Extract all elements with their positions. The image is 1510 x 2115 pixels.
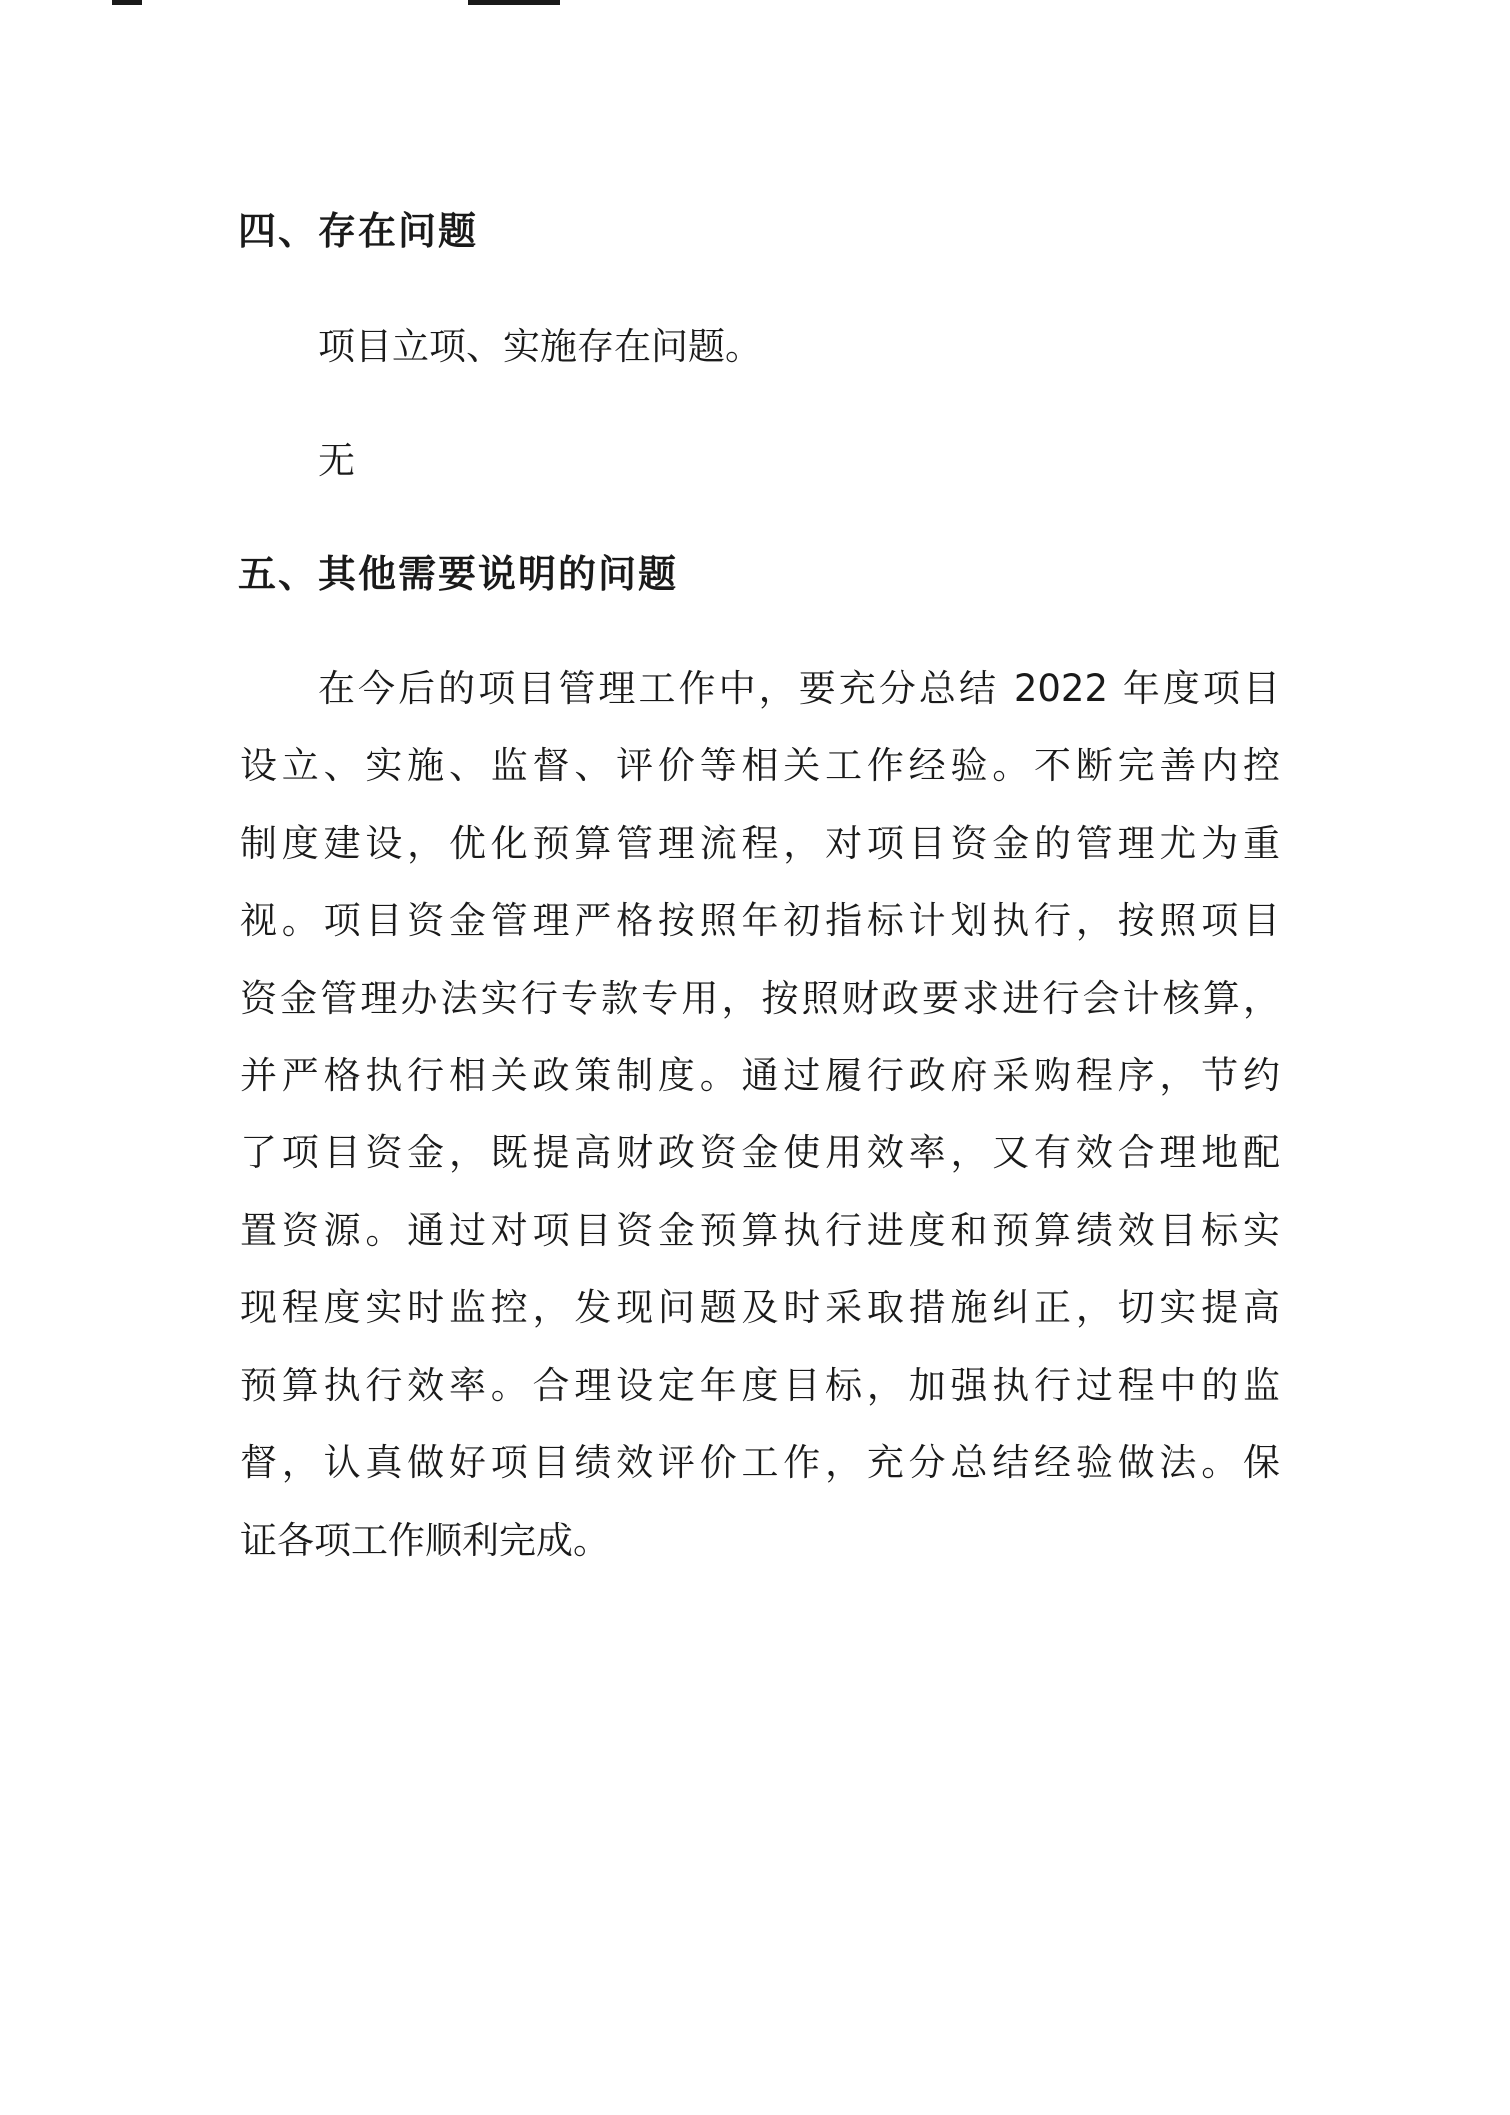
section-5-line: 在今后的项目管理工作中，要充分总结 2022 年度项目: [318, 667, 1280, 710]
section-5-line: 资金管理办法实行专款专用，按照财政要求进行会计核算，: [240, 977, 1280, 1020]
section-5-heading: 五、其他需要说明的问题: [238, 552, 679, 596]
section-4-answer: 无: [318, 439, 355, 482]
section-5-line: 设立、实施、监督、评价等相关工作经验。不断完善内控: [240, 744, 1280, 787]
section-5-line: 督，认真做好项目绩效评价工作，充分总结经验做法。保: [240, 1441, 1280, 1484]
section-5-line: 证各项工作顺利完成。: [240, 1519, 610, 1562]
section-5-line: 了项目资金，既提高财政资金使用效率，又有效合理地配: [240, 1131, 1280, 1174]
section-5-line: 预算执行效率。合理设定年度目标，加强执行过程中的监: [240, 1364, 1280, 1407]
section-5-line: 制度建设，优化预算管理流程，对项目资金的管理尤为重: [240, 822, 1280, 865]
section-5-line: 置资源。通过对项目资金预算执行进度和预算绩效目标实: [240, 1209, 1280, 1252]
section-4-paragraph: 项目立项、实施存在问题。: [318, 325, 762, 368]
section-4-heading: 四、存在问题: [238, 209, 479, 253]
section-5-line: 视。项目资金管理严格按照年初指标计划执行，按照项目: [240, 899, 1280, 942]
section-5-line: 并严格执行相关政策制度。通过履行政府采购程序，节约: [240, 1054, 1280, 1097]
section-5-line: 现程度实时监控，发现问题及时采取措施纠正，切实提高: [240, 1286, 1280, 1329]
